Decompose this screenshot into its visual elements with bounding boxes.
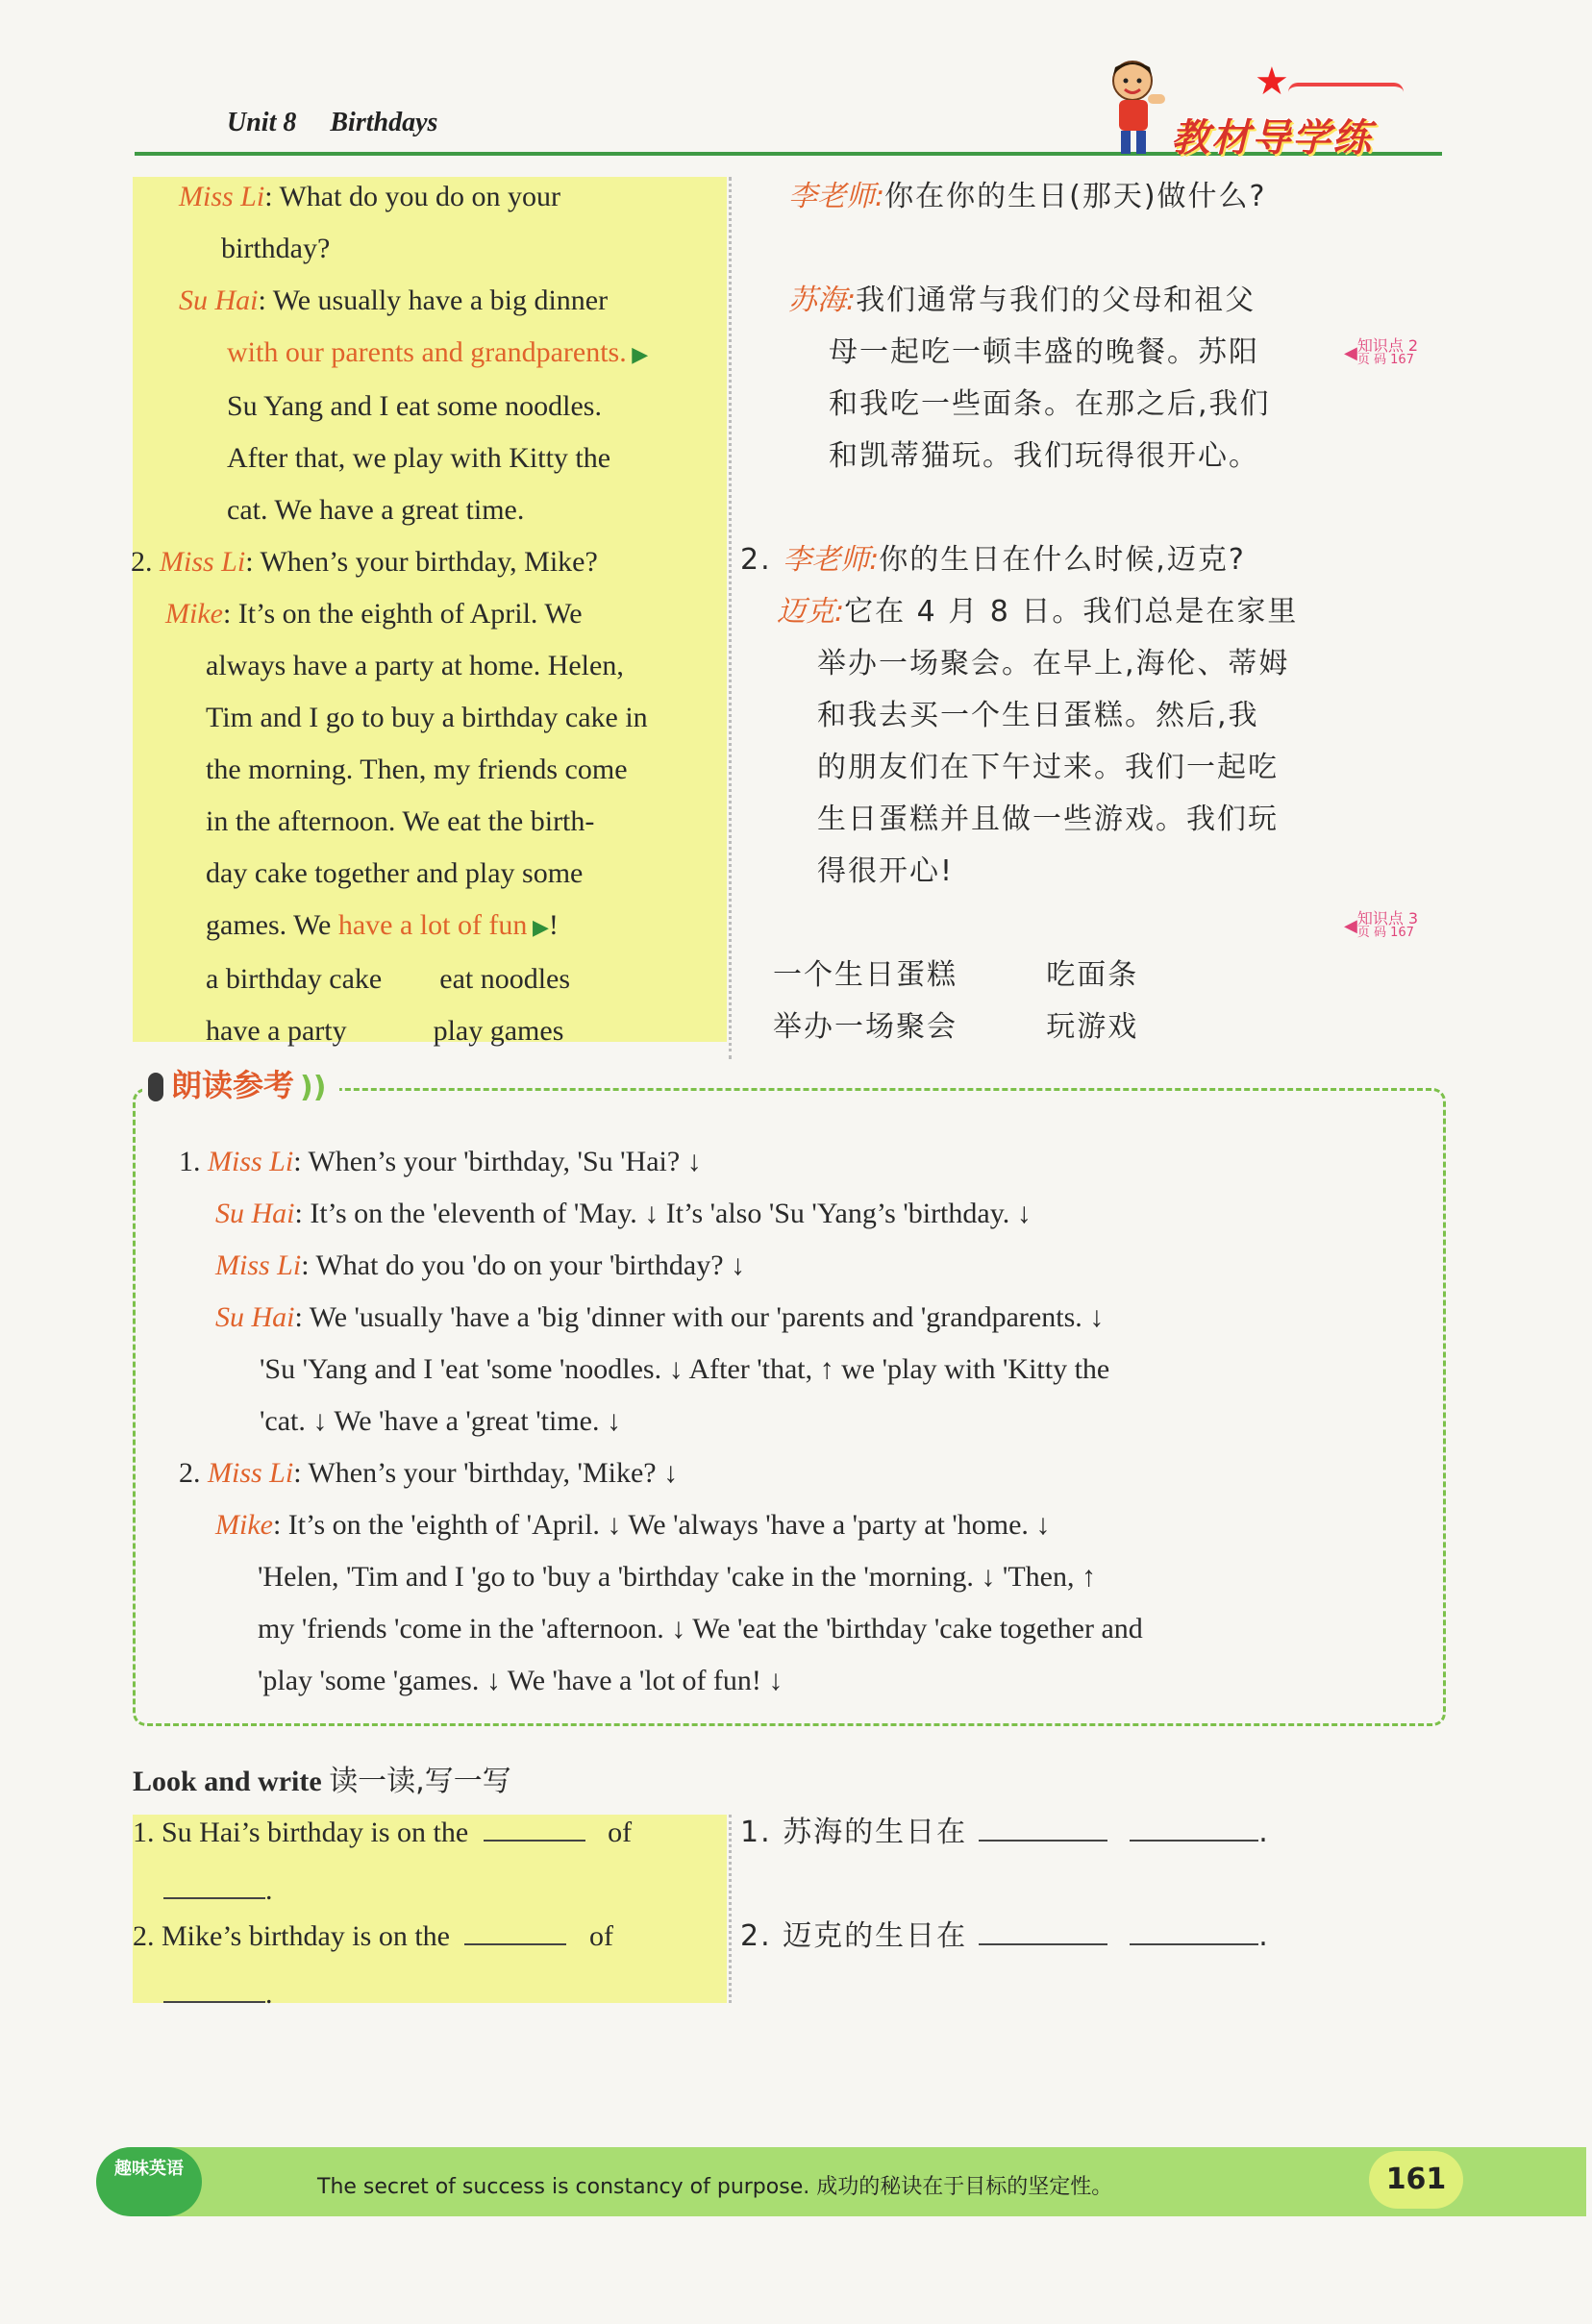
speaker-name: Su Hai bbox=[215, 1301, 295, 1333]
english-dialogue bbox=[131, 171, 727, 1057]
dialogue-line-en bbox=[165, 588, 727, 640]
exercise-title-en: Look and write bbox=[133, 1766, 322, 1797]
pointer-arrow-icon: ◀ bbox=[1344, 342, 1357, 363]
punctuation: . bbox=[265, 1874, 273, 1906]
key-phrase: have a lot of fun bbox=[337, 909, 528, 941]
play-arrow-icon: ▶ bbox=[626, 342, 649, 366]
line-text: 和我去买一个生日蛋糕。然后,我 bbox=[817, 699, 1259, 732]
exercise-q1-en bbox=[133, 1807, 632, 1859]
reading-line bbox=[260, 1396, 1143, 1447]
dialogue-line-en bbox=[206, 848, 727, 900]
line-text: : When’s your birthday, Mike? bbox=[245, 546, 598, 578]
line-text: : When’s your 'birthday, 'Su 'Hai? ↓ bbox=[293, 1146, 702, 1177]
speaker-name: Miss Li bbox=[160, 546, 246, 578]
exercise-q1-en-cont bbox=[163, 1865, 273, 1916]
line-text: 和我吃一些面条。在那之后,我们 bbox=[829, 387, 1271, 421]
line-text: After that, we play with Kitty the bbox=[227, 442, 611, 474]
phrase-row bbox=[206, 953, 727, 1005]
reading-line bbox=[258, 1655, 1143, 1707]
reading-line bbox=[215, 1499, 1143, 1551]
line-number: 2. bbox=[179, 1457, 208, 1489]
dialogue-line-zh bbox=[788, 171, 1354, 223]
line-text: 母一起吃一顿丰盛的晚餐。苏阳 bbox=[829, 335, 1259, 369]
dialogue-line-en bbox=[221, 223, 727, 275]
key-phrase: with our parents and grandparents. bbox=[227, 336, 627, 368]
line-text: 你在你的生日(那天)做什么? bbox=[884, 180, 1267, 213]
exercise-q2-en-cont bbox=[163, 1968, 273, 2020]
speaker-name: Su Hai bbox=[179, 284, 259, 316]
exercise-q1-zh bbox=[740, 1807, 1270, 1859]
play-arrow-icon: ▶ bbox=[527, 915, 549, 939]
dialogue-line-zh bbox=[817, 638, 1354, 690]
dialogue-line-zh bbox=[829, 379, 1354, 431]
question-text: 2. 迈克的生日在 bbox=[740, 1919, 968, 1953]
speaker-name: 迈克: bbox=[777, 595, 845, 629]
line-text: in the afternoon. We eat the birth- bbox=[206, 805, 595, 837]
star-icon: ★ bbox=[1255, 60, 1289, 104]
dialogue-line-zh bbox=[738, 223, 1354, 275]
column-divider bbox=[729, 177, 732, 1059]
phrase: 玩游戏 bbox=[958, 1010, 1139, 1044]
punctuation: . bbox=[1258, 1919, 1270, 1953]
reading-line bbox=[258, 1603, 1143, 1655]
line-text: cat. We have a great time. bbox=[227, 494, 525, 526]
fun-english-logo: 趣味英语 bbox=[96, 2147, 202, 2216]
unit-label: Unit 8 bbox=[227, 108, 297, 137]
answer-blank[interactable] bbox=[979, 1813, 1107, 1842]
speaker-name: 苏海: bbox=[788, 284, 857, 317]
microphone-icon bbox=[148, 1073, 163, 1101]
brand-logo: 教材导学练 bbox=[1171, 116, 1373, 161]
punctuation: . bbox=[1258, 1816, 1270, 1849]
answer-blank[interactable] bbox=[1130, 1813, 1258, 1842]
punctuation: . bbox=[265, 1978, 273, 2010]
line-text: : What do you do on your bbox=[264, 181, 560, 212]
unit-header bbox=[227, 108, 464, 138]
question-text: 1. 苏海的生日在 bbox=[740, 1816, 968, 1849]
dialogue-line-en bbox=[206, 744, 727, 796]
pointer-arrow-icon: ◀ bbox=[1344, 915, 1357, 936]
question-text: of bbox=[608, 1817, 633, 1848]
line-text: : We 'usually 'have a 'big 'dinner with our 'parents and 'grandparents. ↓ bbox=[294, 1301, 1105, 1333]
line-text: games. We bbox=[206, 909, 338, 941]
line-text: 'Helen, 'Tim and I 'go to 'buy a 'birthday 'cake in the 'morning. ↓ 'Then, ↑ bbox=[258, 1561, 1096, 1593]
line-text: the morning. Then, my friends come bbox=[206, 754, 628, 785]
line-text: 举办一场聚会。在早上,海伦、蒂姆 bbox=[817, 647, 1290, 680]
line-text: Tim and I go to buy a birthday cake in bbox=[206, 702, 648, 733]
phrase: a birthday cake bbox=[206, 963, 383, 995]
dialogue-line-en bbox=[179, 171, 727, 223]
dialogue-line-zh bbox=[817, 742, 1354, 794]
question-text: 2. Mike’s birthday is on the bbox=[133, 1920, 450, 1952]
line-text: Su Yang and I eat some noodles. bbox=[227, 390, 602, 422]
answer-blank[interactable] bbox=[163, 1974, 265, 2003]
dialogue-line-en bbox=[227, 433, 727, 484]
knowledge-point-label bbox=[1357, 338, 1418, 367]
speaker-name: Su Hai bbox=[215, 1198, 295, 1229]
reading-line bbox=[258, 1551, 1143, 1603]
line-text: day cake together and play some bbox=[206, 857, 584, 889]
reading-line bbox=[260, 1344, 1143, 1396]
speaker-name: Miss Li bbox=[215, 1249, 302, 1281]
footer-motto: The secret of success is constancy of purpose. 成功的秘诀在于目标的坚定性。 bbox=[317, 2175, 1113, 2199]
reading-line bbox=[215, 1188, 1143, 1240]
reading-line bbox=[215, 1240, 1143, 1292]
knowledge-point-page: 页 码 167 bbox=[1356, 926, 1414, 940]
phrase-row bbox=[206, 1005, 727, 1057]
mascot-boy-icon bbox=[1096, 56, 1173, 161]
answer-blank[interactable] bbox=[163, 1870, 265, 1899]
speaker-name: Mike bbox=[215, 1509, 273, 1541]
reading-title: 朗读参考 bbox=[171, 1067, 295, 1103]
line-text: always have a party at home. Helen, bbox=[206, 650, 624, 681]
line-text: ! bbox=[548, 909, 559, 941]
dialogue-line-en bbox=[206, 900, 727, 953]
chinese-translation bbox=[738, 171, 1354, 1053]
knowledge-point-marker[interactable] bbox=[1344, 911, 1418, 940]
phrase: 一个生日蛋糕 bbox=[773, 958, 958, 992]
knowledge-point-number: 知识点 2 bbox=[1356, 336, 1419, 355]
line-number: 2. bbox=[740, 543, 784, 577]
line-text: : What do you 'do on your 'birthday? ↓ bbox=[301, 1249, 746, 1281]
line-text: 的朋友们在下午过来。我们一起吃 bbox=[817, 751, 1279, 784]
question-text: 1. Su Hai’s birthday is on the bbox=[133, 1817, 469, 1848]
page-number: 161 bbox=[1369, 2151, 1463, 2209]
speaker-name: 李老师: bbox=[788, 180, 885, 213]
line-text: birthday? bbox=[221, 233, 331, 264]
line-text: 你的生日在什么时候,迈克? bbox=[879, 543, 1246, 577]
exercise-q2-zh bbox=[740, 1911, 1270, 1963]
reading-line bbox=[179, 1447, 1143, 1499]
line-text: : When’s your 'birthday, 'Mike? ↓ bbox=[293, 1457, 679, 1489]
speaker-name: Mike bbox=[165, 598, 223, 630]
line-text: 生日蛋糕并且做一些游戏。我们玩 bbox=[817, 803, 1279, 836]
dialogue-line-en bbox=[227, 381, 727, 433]
knowledge-point-marker[interactable] bbox=[1344, 338, 1418, 367]
speaker-name: Miss Li bbox=[179, 181, 265, 212]
dialogue-line-en bbox=[179, 275, 727, 327]
speaker-name: Miss Li bbox=[208, 1457, 294, 1489]
dialogue-line-en bbox=[206, 796, 727, 848]
line-text: : It’s on the eighth of April. We bbox=[222, 598, 583, 630]
dialogue-line-zh bbox=[738, 482, 1354, 534]
dialogue-line-zh bbox=[829, 327, 1354, 379]
exercise-title-zh: 读一读,写一写 bbox=[329, 1765, 511, 1798]
line-number: 2. bbox=[131, 546, 160, 578]
line-text: 'Su 'Yang and I 'eat 'some 'noodles. ↓ After 'that, ↑ we 'play with 'Kitty the bbox=[260, 1353, 1110, 1385]
knowledge-point-number: 知识点 3 bbox=[1356, 909, 1419, 927]
answer-blank[interactable] bbox=[464, 1916, 566, 1945]
phrase-row bbox=[773, 950, 1354, 1001]
dialogue-line-zh bbox=[817, 794, 1354, 846]
line-text: 'play 'some 'games. ↓ We 'have a 'lot of fun! ↓ bbox=[258, 1665, 784, 1696]
line-text: : It’s on the 'eighth of 'April. ↓ We 'always 'have a 'party at 'home. ↓ bbox=[272, 1509, 1051, 1541]
phrase: have a party bbox=[206, 1015, 347, 1047]
reading-lines bbox=[179, 1136, 1143, 1707]
line-text: my 'friends 'come in the 'afternoon. ↓ We 'eat the 'birthday 'cake together and bbox=[258, 1613, 1143, 1644]
exercise-q2-en bbox=[133, 1911, 613, 1963]
exercise-title bbox=[133, 1757, 511, 1799]
dialogue-line-zh bbox=[829, 431, 1354, 482]
line-text: : We usually have a big dinner bbox=[258, 284, 609, 316]
reading-reference-header bbox=[142, 1061, 339, 1105]
dialogue-line-zh bbox=[777, 586, 1354, 638]
question-text: of bbox=[588, 1920, 613, 1952]
dialogue-line-en bbox=[206, 692, 727, 744]
swoosh-decoration bbox=[1288, 83, 1404, 92]
knowledge-point-label bbox=[1357, 911, 1418, 940]
dialogue-line-en bbox=[206, 640, 727, 692]
dialogue-line-en bbox=[227, 484, 727, 536]
line-text: 得很开心! bbox=[817, 854, 955, 888]
speaker-name: 李老师: bbox=[783, 543, 880, 577]
unit-title: Birthdays bbox=[330, 108, 438, 137]
line-text: 'cat. ↓ We 'have a 'great 'time. ↓ bbox=[260, 1405, 621, 1437]
dialogue-line-zh bbox=[817, 690, 1354, 742]
phrase: eat noodles bbox=[382, 963, 571, 995]
line-text: : It’s on the 'eleventh of 'May. ↓ It’s 'also 'Su 'Yang’s 'birthday. ↓ bbox=[294, 1198, 1032, 1229]
knowledge-point-page: 页 码 167 bbox=[1356, 353, 1414, 367]
phrase: 吃面条 bbox=[958, 958, 1139, 992]
line-text: 它在 4 月 8 日。我们总是在家里 bbox=[844, 595, 1299, 629]
phrase: play games bbox=[346, 1015, 564, 1047]
answer-blank[interactable] bbox=[484, 1813, 585, 1842]
dialogue-line-en bbox=[131, 536, 727, 588]
dialogue-line-zh bbox=[817, 846, 1354, 898]
line-text: 我们通常与我们的父母和祖父 bbox=[856, 284, 1256, 317]
dialogue-line-zh bbox=[788, 275, 1354, 327]
dialogue-line-zh bbox=[740, 534, 1354, 586]
reading-line bbox=[215, 1292, 1143, 1344]
exercise-divider bbox=[729, 1815, 732, 2003]
phrase-row bbox=[773, 1001, 1354, 1053]
answer-blank[interactable] bbox=[979, 1916, 1107, 1945]
answer-blank[interactable] bbox=[1130, 1916, 1258, 1945]
phrase: 举办一场聚会 bbox=[773, 1010, 958, 1044]
dialogue-line-zh bbox=[738, 898, 1354, 950]
line-number: 1. bbox=[179, 1146, 208, 1177]
speaker-name: Miss Li bbox=[208, 1146, 294, 1177]
reading-line bbox=[179, 1136, 1143, 1188]
sound-wave-icon: )) bbox=[300, 1070, 327, 1104]
line-text: 和凯蒂猫玩。我们玩得很开心。 bbox=[829, 439, 1259, 473]
dialogue-line-en bbox=[227, 327, 727, 381]
